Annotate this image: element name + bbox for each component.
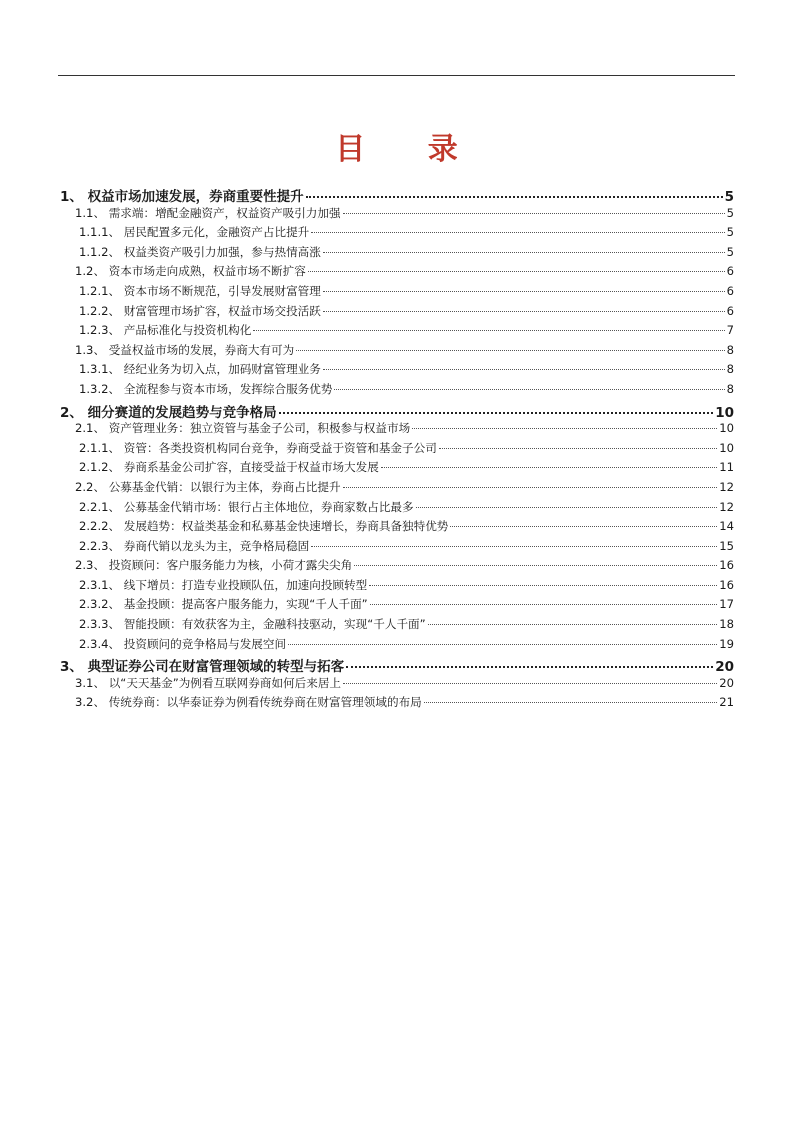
- toc-entry[interactable]: [60, 655, 734, 675]
- toc-entry[interactable]: [60, 577, 734, 597]
- dot-leader: [288, 644, 717, 645]
- toc-entry-page-number: 8: [726, 362, 734, 377]
- toc-entry-title: 2.3、 投资顾问：客户服务能力为核，小荷才露尖尖角: [75, 558, 353, 573]
- toc-entry-page-number: 7: [726, 323, 734, 338]
- dot-leader: [343, 213, 725, 214]
- toc-entry-title: 1.2、 资本市场走向成熟，权益市场不断扩容: [75, 264, 306, 279]
- toc-entry-title: 2.2、 公募基金代销：以银行为主体，券商占比提升: [75, 479, 341, 494]
- toc-entry[interactable]: [60, 596, 734, 616]
- toc-entry-title: 1.1.1、 居民配置多元化，金融资产占比提升: [79, 225, 310, 240]
- toc-entry[interactable]: [60, 518, 734, 538]
- toc-entry-page-number: 16: [719, 558, 734, 573]
- toc-entry[interactable]: [60, 557, 734, 577]
- toc-entry-page-number: 15: [719, 538, 734, 553]
- toc-entry-page-number: 18: [719, 617, 734, 632]
- toc-entry[interactable]: [60, 283, 734, 303]
- toc-entry[interactable]: [60, 401, 734, 421]
- table-of-contents: [60, 185, 734, 714]
- header-rule: [58, 75, 735, 76]
- dot-leader: [323, 311, 725, 312]
- dot-leader: [354, 565, 717, 566]
- toc-entry[interactable]: [60, 636, 734, 656]
- toc-entry-title: 1.2.1、 资本市场不断规范，引导发展财富管理: [79, 283, 321, 298]
- dot-leader: [279, 412, 714, 414]
- dot-leader: [311, 546, 717, 547]
- toc-entry[interactable]: [60, 224, 734, 244]
- toc-entry-title: 1.1.2、 权益类资产吸引力加强，参与热情高涨: [79, 244, 321, 259]
- toc-entry-page-number: 11: [719, 460, 734, 475]
- toc-entry-title: 1.2.3、 产品标准化与投资机构化: [79, 323, 252, 338]
- toc-entry-title: 1.2.2、 财富管理市场扩容，权益市场交投活跃: [79, 303, 321, 318]
- toc-entry-page-number: 17: [719, 597, 734, 612]
- toc-entry-title: 2、 细分赛道的发展趋势与竞争格局: [60, 404, 277, 421]
- toc-entry-title: 3.1、 以“天天基金”为例看互联网券商如何后来居上: [75, 675, 342, 690]
- dot-leader: [346, 666, 713, 668]
- toc-entry-title: 1.1、 需求端：增配金融资产，权益资产吸引力加强: [75, 205, 341, 220]
- toc-entry-title: 1、 权益市场加速发展，券商重要性提升: [60, 189, 304, 205]
- dot-leader: [450, 526, 717, 527]
- toc-entry-title: 2.3.1、 线下增员：打造专业投顾队伍，加速向投顾转型: [79, 577, 368, 592]
- toc-entry-page-number: 12: [719, 479, 734, 494]
- toc-entry-title: 1.3.1、 经纪业务为切入点，加码财富管理业务: [79, 362, 321, 377]
- toc-entry[interactable]: [60, 322, 734, 342]
- dot-leader: [306, 196, 723, 198]
- toc-entry-page-number: 6: [726, 303, 734, 318]
- toc-entry-title: 2.1.2、 券商系基金公司扩容，直接受益于权益市场大发展: [79, 460, 379, 475]
- toc-entry[interactable]: [60, 616, 734, 636]
- toc-entry-title: 3、 典型证券公司在财富管理领域的转型与拓客: [60, 659, 345, 676]
- toc-entry-page-number: 21: [719, 695, 734, 710]
- toc-entry-title: 2.3.3、 智能投顾：有效获客为主，金融科技驱动，实现“千人千面”: [79, 617, 426, 632]
- toc-entry[interactable]: [60, 361, 734, 381]
- toc-entry[interactable]: [60, 420, 734, 440]
- dot-leader: [381, 467, 717, 468]
- toc-entry-page-number: 20: [719, 675, 734, 690]
- toc-entry[interactable]: [60, 694, 734, 714]
- dot-leader: [308, 271, 725, 272]
- toc-entry[interactable]: [60, 479, 734, 499]
- toc-entry[interactable]: [60, 205, 734, 225]
- toc-entry-title: 2.3.4、 投资顾问的竞争格局与发展空间: [79, 636, 287, 651]
- dot-leader: [343, 683, 717, 684]
- toc-entry-page-number: 5: [726, 205, 734, 220]
- toc-entry-title: 2.2.1、 公募基金代销市场：银行占主体地位，券商家数占比最多: [79, 499, 414, 514]
- dot-leader: [412, 428, 717, 429]
- toc-entry[interactable]: [60, 263, 734, 283]
- toc-entry-title: 3.2、 传统券商：以华泰证券为例看传统券商在财富管理领域的布局: [75, 695, 422, 710]
- toc-entry-page-number: 8: [726, 381, 734, 396]
- toc-entry[interactable]: [60, 459, 734, 479]
- toc-entry-title: 1.3.2、 全流程参与资本市场，发挥综合服务优势: [79, 381, 333, 396]
- toc-entry-page-number: 20: [715, 659, 734, 676]
- dot-leader: [343, 487, 718, 488]
- dot-leader: [369, 585, 717, 586]
- toc-entry-page-number: 12: [719, 499, 734, 514]
- toc-entry[interactable]: [60, 675, 734, 695]
- toc-entry-page-number: 14: [719, 519, 734, 534]
- toc-entry-page-number: 10: [715, 404, 734, 421]
- dot-leader: [296, 350, 724, 351]
- toc-entry-page-number: 10: [719, 421, 734, 436]
- toc-entry[interactable]: [60, 244, 734, 264]
- dot-leader: [416, 507, 718, 508]
- toc-entry[interactable]: [60, 499, 734, 519]
- dot-leader: [311, 232, 724, 233]
- dot-leader: [428, 624, 718, 625]
- toc-entry[interactable]: [60, 381, 734, 401]
- toc-entry[interactable]: [60, 185, 734, 205]
- toc-entry-page-number: 6: [726, 283, 734, 298]
- dot-leader: [323, 252, 725, 253]
- toc-entry-page-number: 16: [719, 577, 734, 592]
- toc-entry-title: 2.1.1、 资管：各类投资机构同台竞争，券商受益于资管和基金子公司: [79, 440, 437, 455]
- toc-entry-title: 1.3、 受益权益市场的发展，券商大有可为: [75, 342, 295, 357]
- dot-leader: [323, 291, 725, 292]
- dot-leader: [334, 389, 724, 390]
- toc-entry[interactable]: [60, 303, 734, 323]
- toc-entry-page-number: 5: [726, 244, 734, 259]
- dot-leader: [370, 604, 718, 605]
- toc-entry-page-number: 19: [719, 636, 734, 651]
- toc-entry-page-number: 5: [726, 225, 734, 240]
- toc-entry-title: 2.3.2、 基金投顾：提高客户服务能力，实现“千人千面”: [79, 597, 368, 612]
- dot-leader: [323, 369, 725, 370]
- toc-entry-page-number: 8: [726, 342, 734, 357]
- toc-entry[interactable]: [60, 342, 734, 362]
- toc-entry-page-number: 10: [719, 440, 734, 455]
- dot-leader: [253, 330, 724, 331]
- toc-entry[interactable]: [60, 538, 734, 558]
- toc-entry[interactable]: [60, 440, 734, 460]
- dot-leader: [424, 702, 717, 703]
- toc-entry-title: 2.2.2、 发展趋势：权益类基金和私募基金快速增长，券商具备独特优势: [79, 519, 449, 534]
- dot-leader: [439, 448, 717, 449]
- toc-entry-title: 2.2.3、 券商代销以龙头为主，竞争格局稳固: [79, 538, 310, 553]
- toc-entry-page-number: 5: [724, 189, 734, 205]
- toc-entry-page-number: 6: [726, 264, 734, 279]
- toc-entry-title: 2.1、 资产管理业务：独立资管与基金子公司，积极参与权益市场: [75, 421, 411, 436]
- page-title: 目 录: [335, 132, 484, 167]
